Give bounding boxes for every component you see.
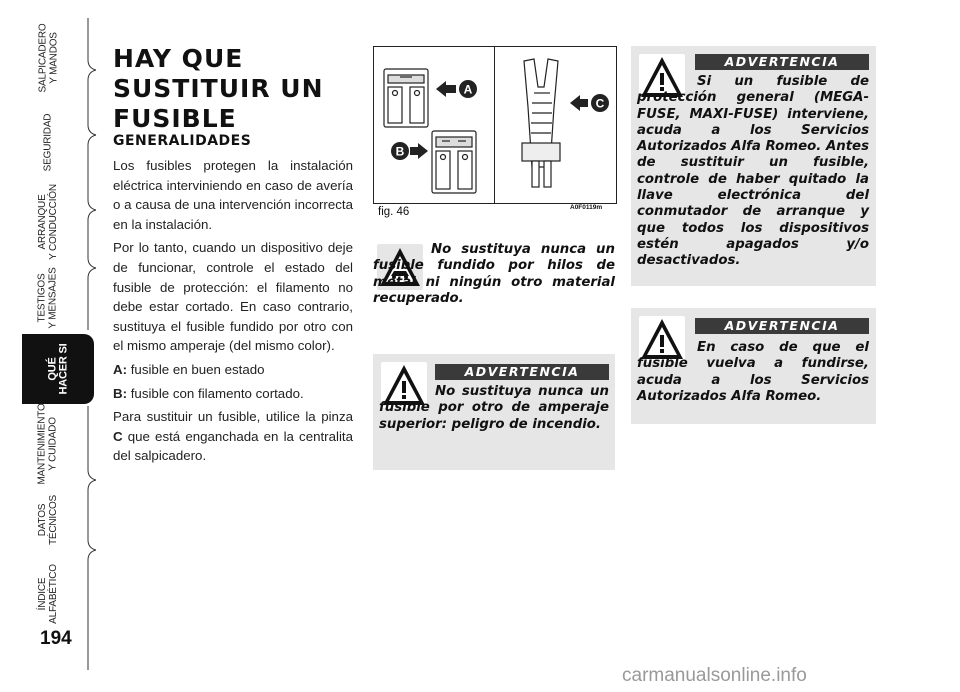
warning-text: En caso de que el fusible vuelva a fundirse, acuda a los Servicios Autorizados Alfa Romeo. — [637, 340, 869, 404]
legend-text: fusible en buen estado — [130, 361, 265, 377]
legend-key: A: — [113, 361, 128, 377]
side-tab-label: MANTENIMIENTO Y CUIDADO — [36, 403, 59, 485]
side-tab-label: ÍNDICE ALFABÉTICO — [37, 564, 59, 624]
note-box — [373, 238, 615, 324]
figure-label: fig. 46 — [378, 206, 410, 218]
legend-key: C — [113, 428, 123, 444]
marker-c-label: C — [595, 96, 605, 111]
legend-item-a — [113, 360, 353, 380]
marker-b-arrow — [391, 142, 428, 160]
paragraph-text: Para sustituir un fusible, utilice la pinza — [113, 409, 353, 425]
warning-box-general-fuse — [631, 46, 876, 286]
fuse-figure — [373, 46, 617, 204]
body-text — [113, 156, 353, 470]
warning-header: ADVERTENCIA — [435, 364, 609, 380]
marker-c-arrow — [570, 94, 609, 112]
warning-box-amperage — [373, 354, 615, 470]
side-tab-label: DATOS TÉCNICOS — [36, 494, 59, 546]
legend-text: fusible con filamento cortado. — [130, 385, 304, 401]
side-tab-label: ARRANQUE Y CONDUCCIÓN — [36, 184, 59, 260]
fuse-puller-icon — [522, 59, 560, 187]
side-tab-label: QUÉ HACER SI — [46, 343, 69, 395]
note-text: No sustituya nunca un fusible fundido por hilos de metal ni ningún otro material recuperado. — [373, 242, 615, 306]
fuse-blown-icon — [432, 131, 476, 193]
legend-item-b — [113, 384, 353, 404]
marker-b-label: B — [395, 144, 405, 159]
figure-code: A0F0119m — [570, 204, 603, 211]
page-title: HAY QUE SUSTITUIR UN FUSIBLE — [113, 44, 324, 133]
warning-text: No sustituya nunca un fusible por otro de amperaje superior: peligro de incendio. — [379, 384, 609, 432]
marker-a-label: A — [463, 82, 473, 97]
legend-key: B: — [113, 385, 128, 401]
side-tab-label: SALPICADERO Y MANDOS — [37, 23, 59, 93]
paragraph: Por lo tanto, cuando un dispositivo deje de funcionar, controle el estado del fusible de protección: el filamento no debe estar cortado. En caso contrario, sustituya el fusible fundido por otro con el mismo amperaje (del mismo color). — [113, 240, 353, 354]
side-tab-label: SEGURIDAD — [42, 113, 54, 171]
marker-a-arrow — [436, 80, 477, 98]
warning-text: Si un fusible de protección general (MEGA-FUSE, MAXI-FUSE) interviene, acuda a los Servicios Autorizados Alfa Romeo. Antes de sustituir un fusible, controle de haber quitado la llave electrónica del conmutador de arranque y que todos los dispositivos estén apagados y/o desactivados. — [637, 74, 869, 269]
warning-header: ADVERTENCIA — [695, 318, 869, 334]
paragraph-text: que está enganchada en la centralita del salpicadero. — [113, 428, 353, 464]
warning-box-fuse-blows — [631, 308, 876, 424]
warning-header: ADVERTENCIA — [695, 54, 869, 70]
side-nav-outline — [0, 0, 100, 692]
fuse-good-icon — [384, 69, 428, 127]
paragraph — [113, 407, 353, 466]
watermark: carmanualsonline.info — [622, 665, 807, 686]
section-subtitle: GENERALIDADES — [113, 133, 252, 149]
side-tab-label: TESTIGOS Y MENSAJES — [36, 267, 59, 329]
fuse-illustration — [374, 47, 616, 203]
paragraph: Los fusibles protegen la instalación eléctrica interviniendo en caso de avería o a causa de una intervención incorrecta en la instalación. — [113, 158, 353, 232]
page-number: 194 — [40, 628, 72, 649]
